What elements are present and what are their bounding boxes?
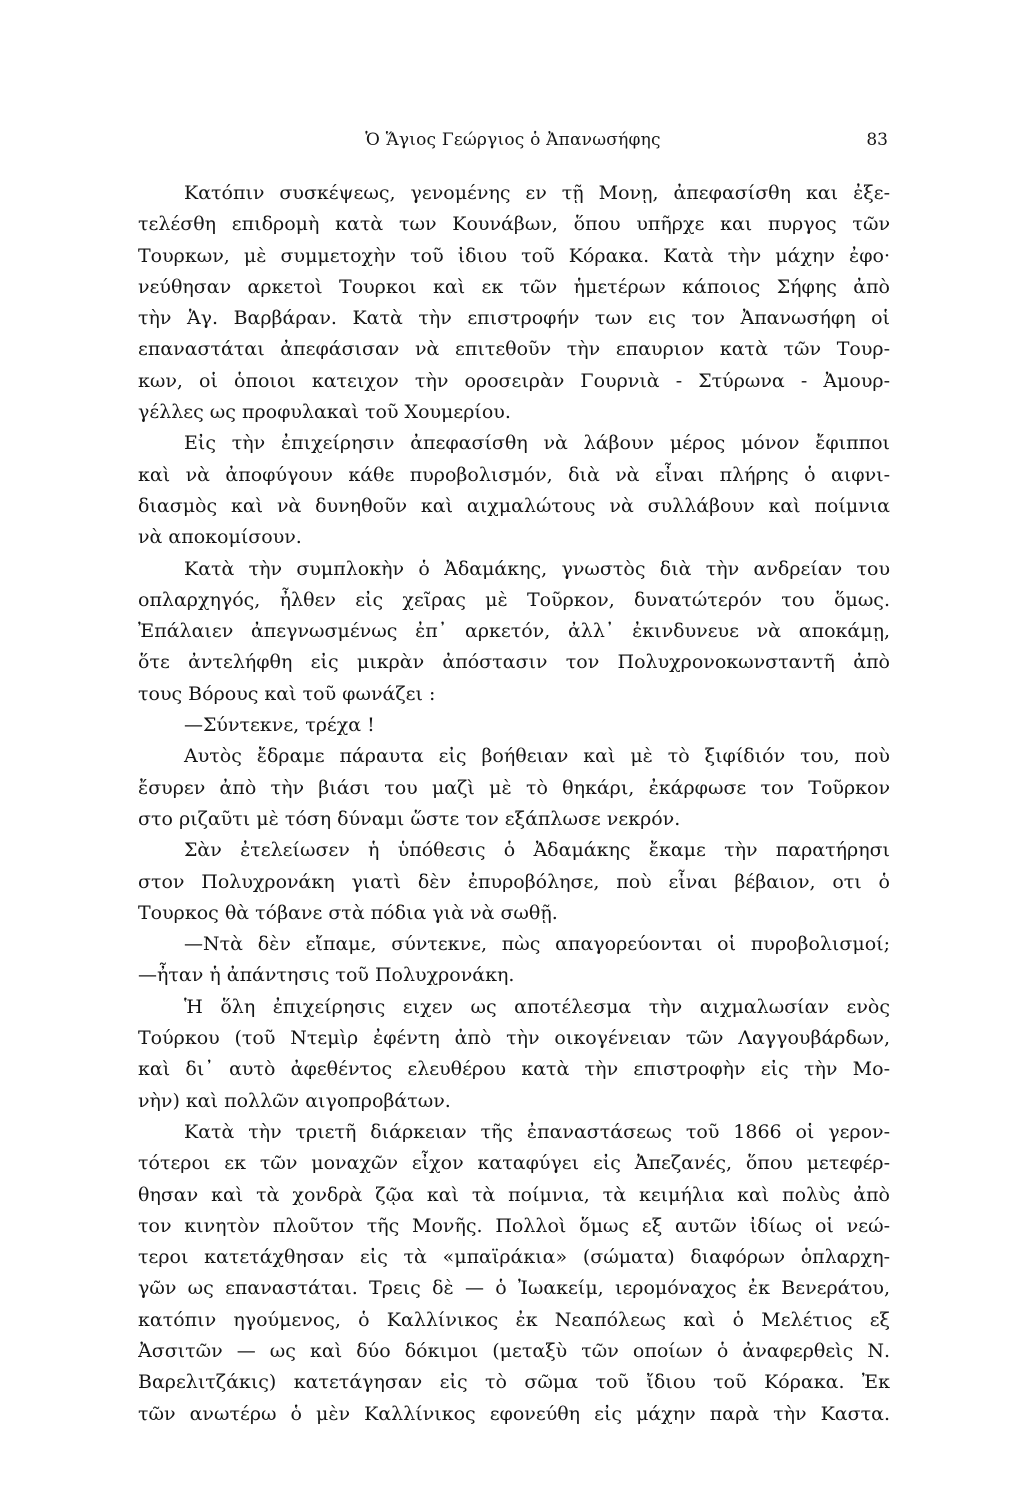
text-line: —Ντὰ δὲν εἴπαμε, σύντεκνε, πὼς απαγορεύονται οἱ πυροβολισμοί; [184,933,890,956]
text-line: γῶν ως επαναστάται. Τρεις δὲ — ὁ Ἰωακείμ, ιερομόναχος ἐκ Βενεράτου, [138,1277,890,1300]
text-line: Σὰν ἐτελείωσεν ἡ ὑπόθεσις ὁ Ἀδαμάκης ἔκαμε τὴν παρατήρησι [184,839,890,862]
text-line: κων, οἱ ὁποιοι κατειχον τὴν οροσειρὰν Γουρνιὰ - Στύρωνα - Ἀμουρ- [138,369,890,392]
text-line: τον κινητὸν πλοῦτον τῆς Μονῆς. Πολλοὶ ὅμως εξ αυτῶν ἰδίως οἱ νεώ- [138,1214,890,1237]
text-line: Αυτὸς ἔδραμε πάραυτα εἰς βοήθειαν καὶ μὲ τὸ ξιφίδιόν του, ποὺ [184,745,890,768]
text-line: —ἦταν ἡ ἀπάντησις τοῦ Πολυχρονάκη. [138,964,515,987]
text-line: Εἰς τὴν ἐπιχείρησιν ἀπεφασίσθη νὰ λάβουν μέρος μόνον ἔφιπποι [184,432,890,455]
text-line: νὴν) καὶ πολλῶν αιγοπροβάτων. [138,1089,451,1112]
text-line: Τούρκου (τοῦ Ντεμὶρ ἐφέντη ἀπὸ τὴν οικογένειαν τῶν Λαγγουβάρδων, [138,1027,890,1050]
text-line: Κατὰ τὴν συμπλοκὴν ὁ Ἀδαμάκης, γνωστὸς διὰ τὴν ανδρείαν του [184,557,890,580]
text-line: Ἐπάλαιεν ἀπεγνωσμένως ἐπ᾿ αρκετόν, ἀλλ᾿ ἐκινδυνευε νὰ αποκάμῃ, [138,620,890,643]
text-line: κατόπιν ηγούμενος, ὁ Καλλίνικος ἐκ Νεαπόλεως καὶ ὁ Μελέτιος εξ [138,1308,890,1331]
text-line: νὰ αποκομίσουν. [138,526,302,549]
running-title: Ὁ Ἅγιος Γεώργιος ὁ Ἀπανωσήφης [365,130,661,150]
text-line: γέλλες ως προφυλακαὶ τοῦ Χουμερίου. [138,401,511,424]
text-line: τὴν Ἁγ. Βαρβάραν. Κατὰ τὴν επιστροφήν των εις τον Ἀπανωσήφη οἱ [138,307,890,330]
text-line: τους Βόρους καὶ τοῦ φωνάζει : [138,682,436,705]
text-line: Κατὰ τὴν τριετῆ διάρκειαν τῆς ἐπαναστάσεως τοῦ 1866 οἱ γερον- [184,1120,890,1143]
text-line: τελέσθη επιδρομὴ κατὰ των Κουνάβων, ὅπου υπῆρχε και πυργος τῶν [138,213,890,236]
text-line: νεύθησαν αρκετοὶ Τουρκοι καὶ εκ τῶν ἡμετέρων κάποιος Σήφης ἀπὸ [138,275,890,298]
text-line: στον Πολυχρονάκη γιατὶ δὲν ἐπυροβόλησε, ποὺ εἶναι βέβαιον, οτι ὁ [138,870,890,893]
text-line: οπλαρχηγός, ἦλθεν εἰς χεῖρας μὲ Τοῦρκον, δυνατώτερόν του ὅμως. [138,588,890,611]
text-line: ἔσυρεν ἀπὸ τὴν βιάσι του μαζὶ μὲ τὸ θηκάρι, ἐκάρφωσε τον Τοῦρκον [138,776,890,799]
text-line: στο ριζαῦτι μὲ τόση δύναμι ὥστε τον εξάπλωσε νεκρόν. [138,807,681,830]
running-head [138,130,888,160]
page-number: 83 [866,130,888,150]
text-line: θησαν καὶ τὰ χονδρὰ ζῷα καὶ τὰ ποίμνια, τὰ κειμήλια καὶ πολὺς ἀπὸ [138,1183,890,1206]
text-line: διασμὸς καὶ νὰ δυνηθοῦν καὶ αιχμαλώτους νὰ συλλάβουν καὶ ποίμνια [138,494,890,517]
text-line: Βαρελιτζάκις) κατετάγησαν εἰς τὸ σῶμα τοῦ ἴδιου τοῦ Κόρακα. Ἐκ [138,1371,890,1394]
text-line: Τουρκος θὰ τόβανε στὰ πόδια γιὰ νὰ σωθῇ. [138,901,558,924]
text-line: καὶ νὰ ἀποφύγουν κάθε πυροβολισμόν, διὰ νὰ εἶναι πλήρης ὁ αιφνι- [138,463,890,486]
text-line: —Σύντεκνε, τρέχα ! [184,714,375,737]
text-line: Ἡ ὅλη ἐπιχείρησις ειχεν ως αποτέλεσμα τὴν αιχμαλωσίαν ενὸς [184,995,890,1018]
text-line: τεροι κατετάχθησαν εἰς τὰ «μπαϊράκια» (σώματα) διαφόρων ὁπλαρχη- [138,1246,890,1269]
text-line: τῶν ανωτέρω ὁ μὲν Καλλίνικος εφονεύθη εἰς μάχην παρὰ τὴν Καστα. [138,1402,890,1425]
text-line: τότεροι εκ τῶν μοναχῶν εἶχον καταφύγει εἰς Ἀπεζανές, ὅπου μετεφέρ- [138,1152,890,1175]
text-line: ὅτε ἀντελήφθη εἰς μικρὰν ἀπόστασιν τον Πολυχρονοκωνσταντῆ ἀπὸ [138,651,890,674]
body-text [138,178,890,1430]
text-line: Ἀσσιτῶν — ως καὶ δύο δόκιμοι (μεταξὺ τῶν οποίων ὁ ἀναφερθεὶς Ν. [138,1339,890,1362]
text-line: Κατόπιν συσκέψεως, γενομένης εν τῇ Μονῃ, ἀπεφασίσθη και ἐξε- [184,182,890,204]
text-line: καὶ δι᾿ αυτὸ ἀφεθέντος ελευθέρου κατὰ τὴν επιστροφὴν εἰς τὴν Μο- [138,1058,890,1081]
text-line: επαναστάται ἀπεφάσισαν νὰ επιτεθοῦν τὴν επαυριον κατὰ τῶν Τουρ- [138,338,890,361]
text-line: Τουρκων, μὲ συμμετοχὴν τοῦ ἰδιου τοῦ Κόρακα. Κατὰ τὴν μάχην ἐφο· [138,244,890,267]
